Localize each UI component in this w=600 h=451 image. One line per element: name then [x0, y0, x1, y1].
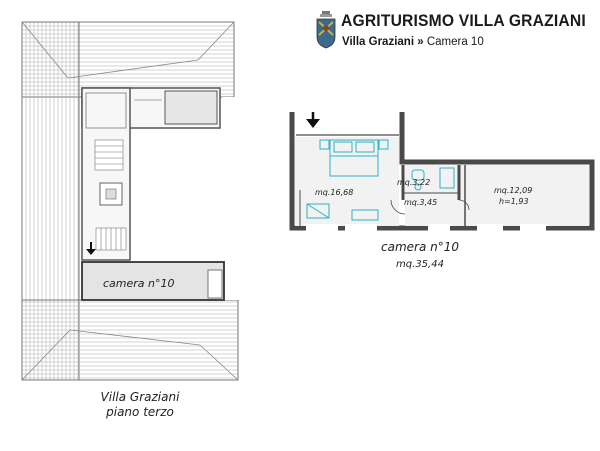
- bathroom-area-label: mq.3,22: [397, 178, 431, 187]
- bedroom-area-label: mq.16,68: [315, 188, 354, 197]
- room-caption: camera n°10: [381, 240, 459, 254]
- overview-roof: [22, 22, 240, 380]
- loft-area-label: mq.12,09: [494, 186, 533, 195]
- overview-room-label: camera n°10: [103, 277, 175, 290]
- hall-area-label: mq.3,45: [404, 198, 438, 207]
- overview-building-core: [82, 88, 220, 260]
- room-total-area: mq.35,44: [396, 259, 444, 270]
- loft-height-label: h=1,93: [499, 197, 529, 206]
- building-caption: Villa Graziani: [100, 390, 180, 404]
- floor-caption: piano terzo: [106, 405, 174, 419]
- breadcrumb-villa-link[interactable]: Villa Graziani: [342, 36, 415, 48]
- room-plan: [292, 112, 592, 232]
- site-title: AGRITURISMO VILLA GRAZIANI: [341, 11, 586, 30]
- breadcrumb-current: Camera 10: [426, 36, 484, 48]
- breadcrumb-separator: »: [417, 36, 424, 48]
